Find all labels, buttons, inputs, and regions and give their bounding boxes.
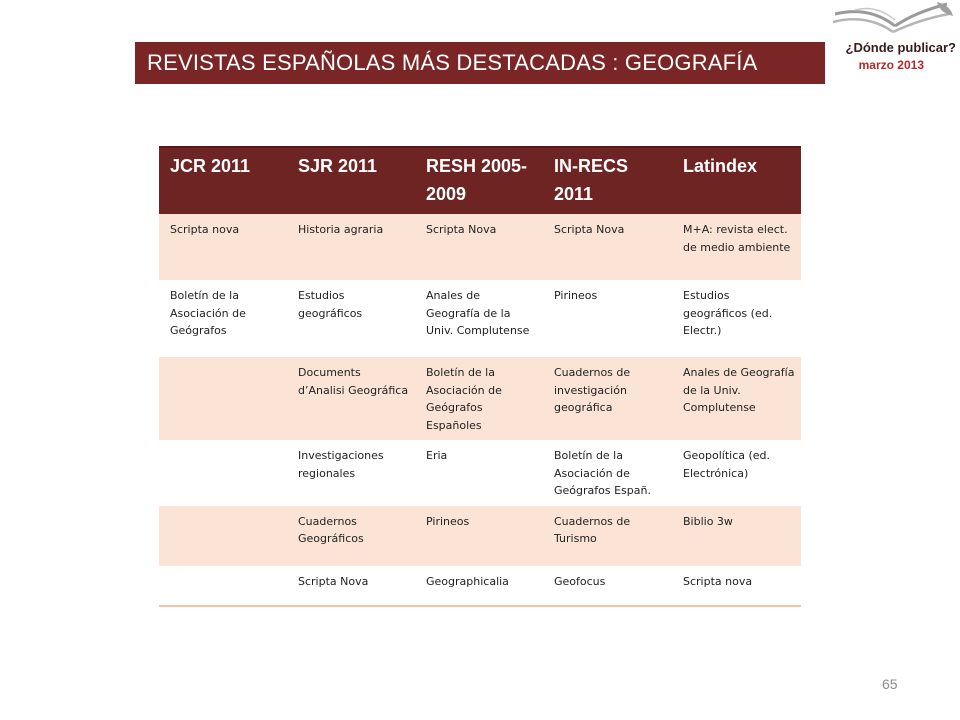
table-cell: Pirineos — [415, 506, 543, 566]
table-cell: Geopolítica (ed. Electrónica) — [672, 440, 801, 506]
table-row — [159, 506, 801, 566]
logo-date: marzo 2013 — [858, 58, 924, 72]
table-row — [159, 566, 801, 606]
table-cell: Scripta Nova — [543, 214, 672, 280]
table-cell: Biblio 3w — [672, 506, 801, 566]
table-cell: Boletín de la Asociación de Geógrafos Españ. — [543, 440, 672, 506]
table-cell: Pirineos — [543, 280, 672, 357]
table-cell — [159, 357, 287, 440]
table-cell: Estudios geográficos — [287, 280, 415, 357]
table-cell — [159, 566, 287, 606]
table-header-row — [159, 147, 801, 214]
header-resh: RESH 2005-2009 — [426, 156, 528, 204]
table-cell: Geofocus — [543, 566, 672, 606]
table-cell: Boletín de la Asociación de Geógrafos Españoles — [415, 357, 543, 440]
journals-table — [159, 146, 801, 607]
table-cell: Anales de Geografía de la Univ. Complutense — [672, 357, 801, 440]
table-cell: Cuadernos de Turismo — [543, 506, 672, 566]
table-cell: Investigaciones regionales — [287, 440, 415, 506]
open-book-icon — [825, 0, 955, 42]
title-bar — [135, 42, 825, 84]
table-cell: Scripta Nova — [287, 566, 415, 606]
logo-tagline: ¿Dónde publicar? — [845, 40, 956, 55]
table-cell: Anales de Geografía de la Univ. Complutense — [415, 280, 543, 357]
table-cell: Documents d’Analisi Geográfica — [287, 357, 415, 440]
header-in-recs: IN-RECS 2011 — [554, 156, 629, 204]
header-latindex: Latindex — [683, 156, 758, 176]
slide-title: REVISTAS ESPAÑOLAS MÁS DESTACADAS : GEOGRAFÍA — [147, 50, 758, 75]
header-jcr: JCR 2011 — [170, 156, 251, 176]
table-row — [159, 440, 801, 506]
table-cell: Historia agraria — [287, 214, 415, 280]
table-cell — [159, 440, 287, 506]
table-row — [159, 214, 801, 280]
table-row — [159, 280, 801, 357]
header-sjr: SJR 2011 — [298, 156, 378, 176]
table-cell — [159, 506, 287, 566]
table-cell: Scripta nova — [672, 566, 801, 606]
table-cell: Scripta Nova — [415, 214, 543, 280]
table-cell: Scripta nova — [159, 214, 287, 280]
table-cell: Geographicalia — [415, 566, 543, 606]
page-number: 65 — [882, 676, 898, 692]
table-cell: Estudios geográficos (ed. Electr.) — [672, 280, 801, 357]
logo — [815, 0, 960, 80]
table-cell: M+A: revista elect. de medio ambiente — [672, 214, 801, 280]
table-cell: Cuadernos de investigación geográfica — [543, 357, 672, 440]
table-cell: Cuadernos Geográficos — [287, 506, 415, 566]
table-cell: Boletín de la Asociación de Geógrafos — [159, 280, 287, 357]
table-row — [159, 357, 801, 440]
table-cell: Eria — [415, 440, 543, 506]
